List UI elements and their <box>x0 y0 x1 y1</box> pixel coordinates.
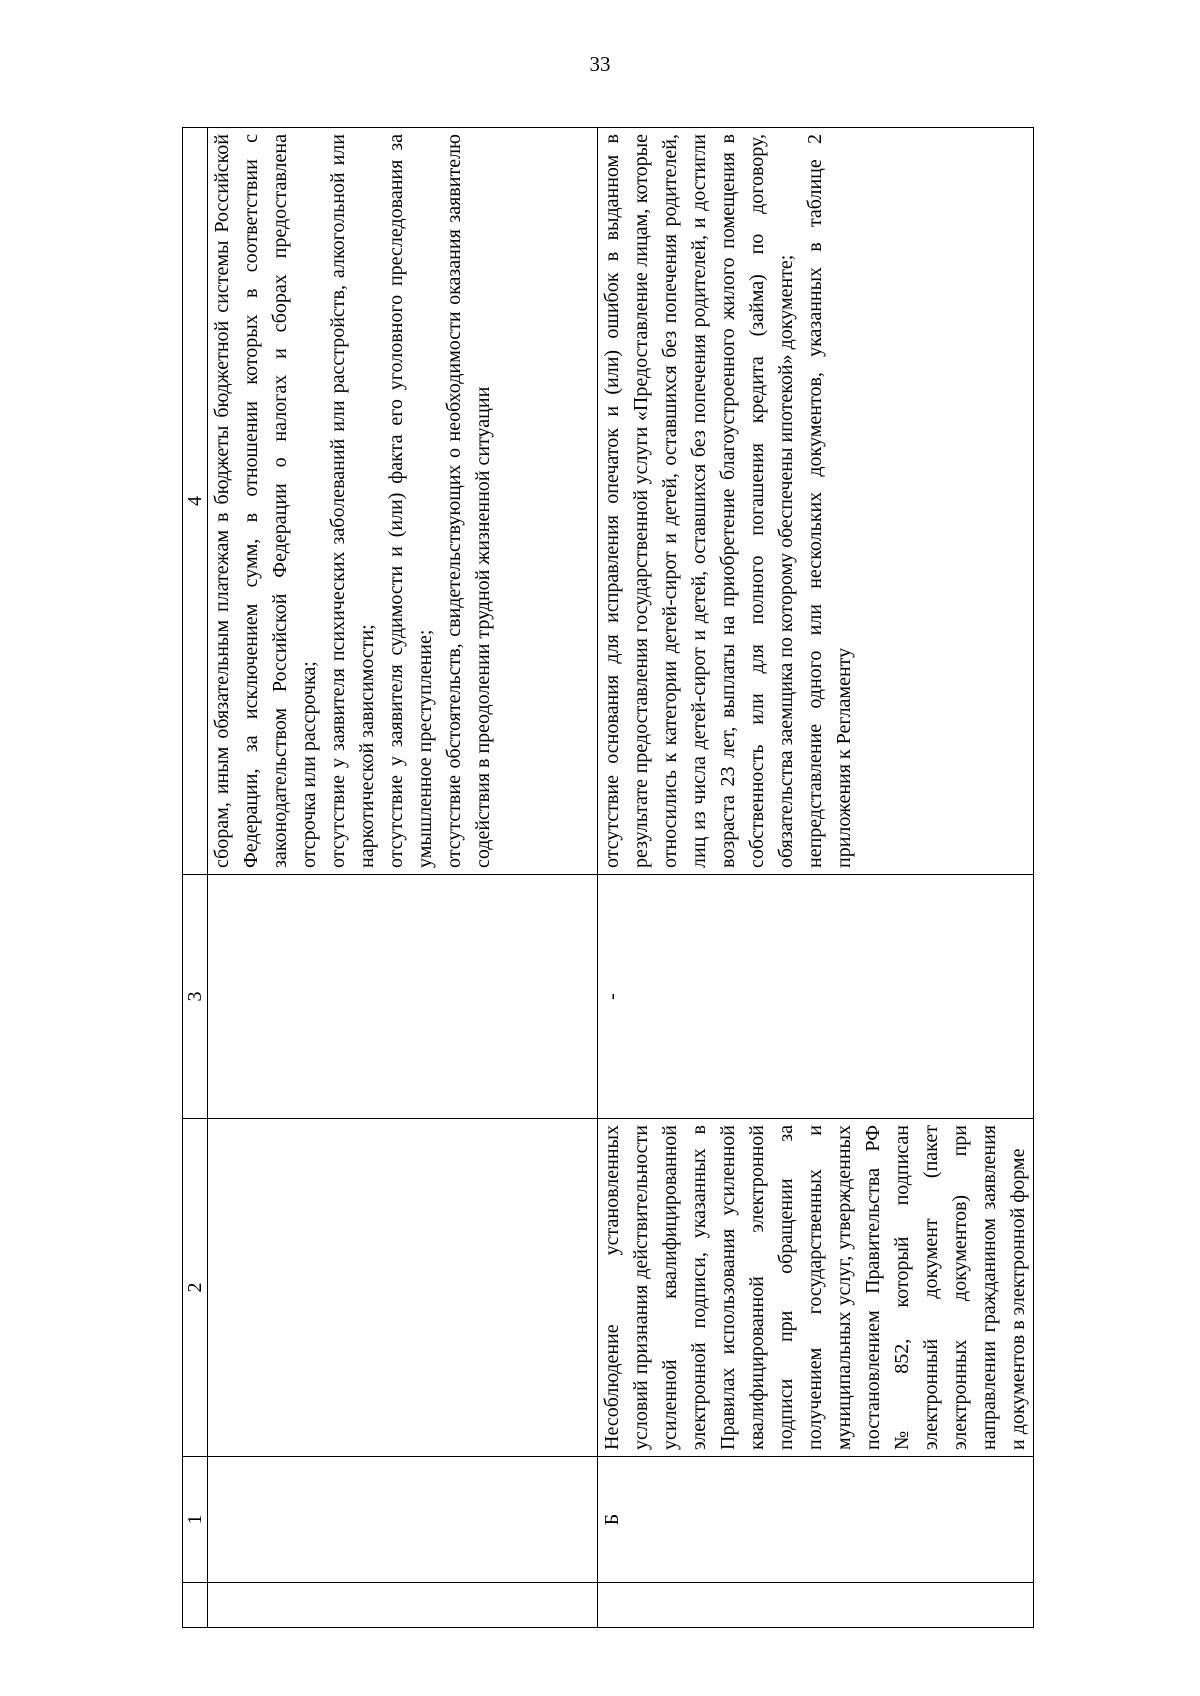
condition-text: непредставление одного или нескольких документов, указанных в таблице 2 приложения к Регламенту <box>804 134 855 868</box>
header-col-4: 4 <box>183 128 208 875</box>
condition-text: отсутствие у заявителя судимости и (или) факта его уголовного преследования за умышленное преступление; <box>385 134 436 868</box>
page-number: 33 <box>589 52 611 76</box>
header-col-3: 3 <box>183 875 208 1119</box>
table-row <box>208 128 598 1628</box>
header-col-2: 2 <box>183 1119 208 1457</box>
condition-text: сборам, иным обязательным платежам в бюджеты бюджетной системы Российской Федерации, за исключением сумм, в отношении которых в соответствии с законодательством Российской Федерации о налогах и сборах предоставлена отсрочка или рассрочка; <box>211 134 320 868</box>
row1-margin-cell <box>208 1583 598 1628</box>
condition-text: отсутствие обстоятельств, свидетельствующих о необходимости оказания заявителю содействия в преодолении трудной жизненной ситуации <box>443 134 494 868</box>
row2-margin-cell <box>598 1583 1034 1628</box>
rotated-table-container <box>182 128 1029 1628</box>
row2-col2 <box>598 1119 1034 1457</box>
row1-col1 <box>208 1457 598 1583</box>
header-empty <box>183 1583 208 1628</box>
row1-col4 <box>208 128 598 875</box>
table-header-row <box>183 128 208 1628</box>
table-row <box>598 128 1034 1628</box>
ground-text: Несоблюдение установленных условий признания действительности усиленной квалифицированной электронной подписи, указанных в Правилах использования усиленной квалифицированной электронной подписи при обращении за получением государственных и муниципальных услуг, утвержденных постановлением Правительства РФ № 852, который подписан электронный документ (пакет электронных документов) при направлении гражданином заявления и документов в электронной форме <box>601 1125 1029 1450</box>
row1-col2 <box>208 1119 598 1457</box>
grounds-table <box>182 127 1034 1628</box>
condition-text: отсутствие основания для исправления опечаток и (или) ошибок в выданном в результате предоставления государственной услуги «Предоставление лицам, которые относились к категории детей-сирот и детей, оставшихся без попечения родителей, лиц из числа детей-сирот и детей, оставшихся без попечения родителей, и достигли возраста 23 лет, выплаты на приобретение благоустроенного жилого помещения в собственность или для полного погашения кредита (займа) по договору, обязательства заемщика по которому обеспечены ипотекой» документе; <box>601 134 797 868</box>
row2-col4 <box>598 128 1034 875</box>
row2-col1: Б <box>598 1457 1034 1583</box>
row2-col3: - <box>598 875 1034 1119</box>
header-col-1: 1 <box>183 1457 208 1583</box>
condition-text: отсутствие у заявителя психических заболеваний или расстройств, алкогольной или наркотической зависимости; <box>327 134 378 868</box>
row1-col3 <box>208 875 598 1119</box>
